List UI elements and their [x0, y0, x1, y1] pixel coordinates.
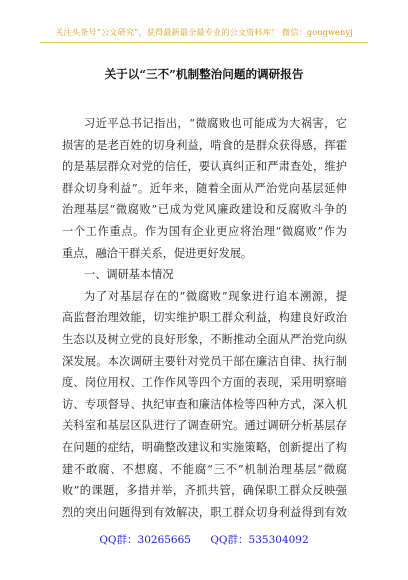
paragraph-line: 习近平总书记指出，“微腐败也可能成为大祸害，它	[84, 117, 347, 130]
document-title: 关于以“三不”机制整治问题的调研报告	[104, 67, 304, 81]
document-body	[62, 113, 347, 523]
footer-qq-group-2: QQ群：535304092	[210, 534, 309, 546]
paragraph-line: 在问题的症结，明确整改建议和实施策略，创新提出了构	[62, 440, 347, 454]
header-note: 关注头条号“公文研究”，获得最新最全最专业的公文资料库！ 微信：gongwenyj	[55, 27, 353, 37]
paragraph-line: 建不敢腐、不想腐、不能腐“三不”机制治理基层“微腐	[62, 462, 347, 476]
paragraph-line: 度、岗位用权、工作作风等四个方面的表现，采用明察暗	[62, 376, 347, 390]
section-heading: 一、调研基本情况	[84, 268, 174, 282]
paragraph-line: 为了对基层存在的“微腐败”现象进行追本溯源，提	[84, 289, 347, 303]
paragraph-line: 一个工作重点。作为国有企业更应将治理“微腐败”作为	[62, 224, 347, 238]
header-divider	[40, 42, 368, 43]
paragraph-line: 访、专项督导、执纪审查和廉洁体检等四种方式，深入机	[62, 397, 347, 411]
footer-contacts	[0, 532, 408, 547]
paragraph-line: 败”的课题，多措并举，齐抓共管，确保职工群众反映强	[62, 484, 347, 498]
paragraph-line: 治理基层“微腐败”已成为党风廉政建设和反腐败斗争的	[62, 203, 347, 217]
paragraph-line: 深发展。本次调研主要针对党员干部在廉洁自律、执行制	[62, 354, 347, 368]
paragraph-line: 关科室和基层区队进行了调查研究。通过调研分析基层存	[62, 419, 347, 433]
paragraph-line: 损害的是老百姓的切身利益，啃食的是群众获得感，挥霍	[62, 138, 347, 152]
paragraph-line: 的是基层群众对党的信任，要认真纠正和严肃查处，维护	[62, 160, 347, 174]
paragraph-line: 烈的突出问题得到有效解决，职工群众切身利益得到有效	[62, 505, 347, 519]
paragraph-line: 生态以及树立党的良好形象，不断推动全面从严治党向纵	[62, 332, 347, 346]
footer-qq-group-1: QQ群：30265665	[99, 534, 191, 546]
paragraph-line: 重点，融洽干群关系，促进更好发展。	[62, 246, 253, 260]
paragraph-line: 高监督治理效能，切实维护职工群众利益，构建良好政治	[62, 311, 347, 325]
paragraph-line: 群众切身利益”。近年来，随着全面从严治党向基层延伸	[62, 181, 347, 195]
